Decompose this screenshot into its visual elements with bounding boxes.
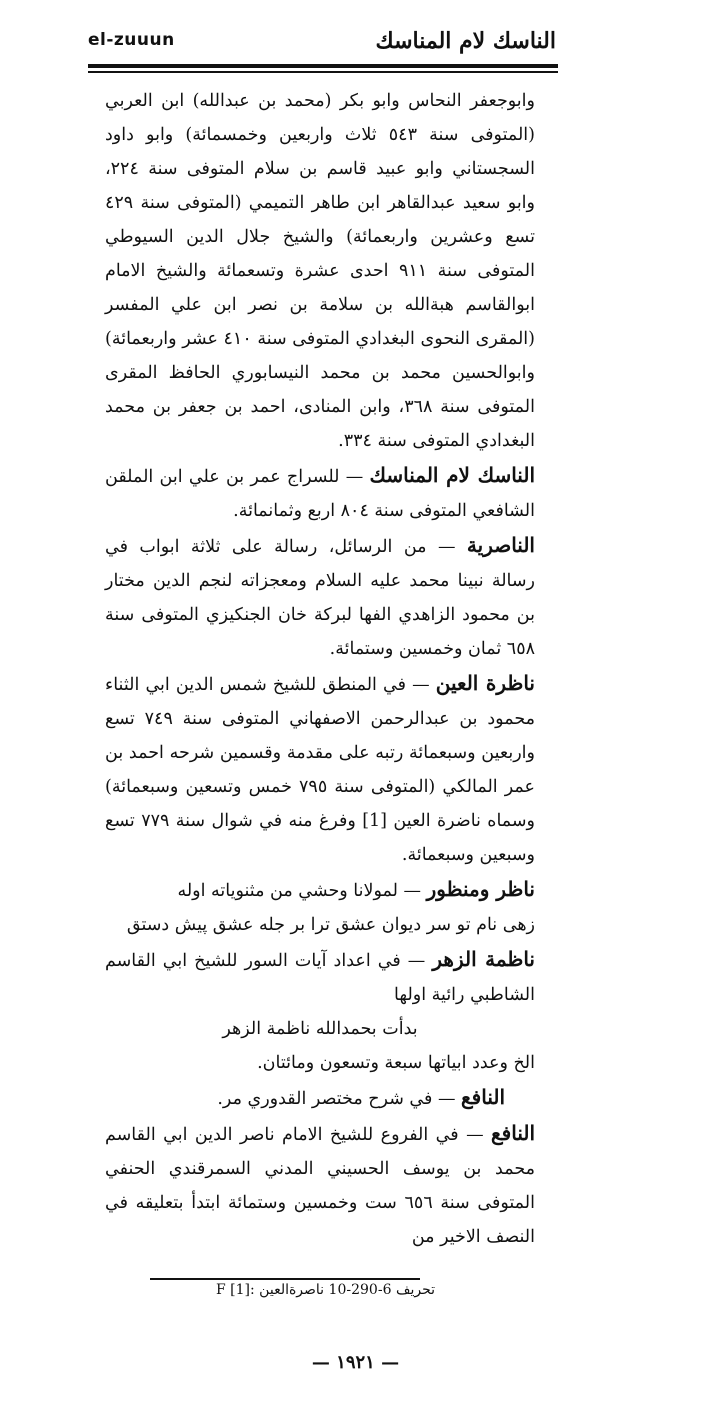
verse-incipit <box>105 1012 535 1046</box>
entry-al-nafi-1 <box>105 1080 535 1116</box>
entry-nazirat-al-ayn <box>105 666 535 872</box>
entry-heading: ناظرة العين <box>435 671 535 695</box>
entry-text: — في اعداد آيات السور للشيخ ابي القاسم الشاطبي رائية اولها <box>105 951 535 1005</box>
entry-nazimat-al-zahr <box>105 942 535 1012</box>
entry-heading: الناسك لام المناسك <box>369 463 535 487</box>
paragraph-text: وابوجعفر النحاس وابو بكر (محمد بن عبدالله) ابن العربي (المتوفى سنة ٥٤٣ ثلاث واربعين وخمسمائة) وابو داود السجستاني وابو عبيد قاسم بن سلام المتوفى سنة ٢٢٤، وابو سعيد عبدالقاهر ابن طاهر التميمي (المتوفى سنة ٤٢٩ تسع وعشرين واربعمائة) والشيخ جلال الدين السيوطي المتوفى سنة ٩١١ احدى عشرة وتسعمائة والشيخ الامام ابوالقاسم هبةالله بن سلامة بن نصر ابن علي المفسر (المقرى النحوى البغدادي المتوفى سنة ٤١٠ عشر واربعمائة) وابوالحسين محمد بن محمد النيسابوري الحافظ المقرى المتوفى سنة ٣٦٨، وابن المنادى، احمد بن جعفر بن محمد البغدادي المتوفى سنة ٣٣٤. <box>105 91 535 451</box>
header-rule-thin <box>88 71 558 73</box>
verse-text: بدأت بحمدالله ناظمة الزهر <box>222 1019 418 1039</box>
entry-text: — في الفروع للشيخ الامام ناصر الدين ابي القاسم محمد بن يوسف الحسيني المدني السمرقندي الحنفي المتوفى سنة ٦٥٦ ست وخمسين وستمائة ابتدأ بتعليقه في النصف الاخير من <box>105 1125 535 1247</box>
entry-text: — في المنطق للشيخ شمس الدين ابي الثناء محمود بن عبدالرحمن الاصفهاني المتوفى سنة ٧٤٩ تسع واربعين وسبعمائة رتبه على مقدمة وقسمين شرحه احمد بن عمر المالكي (المتوفى سنة ٧٩٥ خمس وتسعين وسبعمائة) وسماه ناضرة العين [1] وفرغ منه في شوال سنة ٧٧٩ تسع وسبعين وسبعمائة. <box>105 675 536 865</box>
entry-al-nafi-2 <box>105 1116 535 1254</box>
entry-nazir-wa-manzur <box>105 872 535 908</box>
footnote: تحريف 6-290-10 ناصرةالعين :F [1] <box>216 1282 435 1298</box>
entry-text: — لمولانا وحشي من مثنوياته اوله <box>177 881 427 901</box>
entry-text: — في شرح مختصر القدوري مر. <box>217 1089 462 1109</box>
verse-text: زهى نام تو سر ديوان عشق ترا بر جله عشق پيش دستق <box>126 915 535 935</box>
entry-al-nasik <box>105 458 535 528</box>
paragraph-text: الخ وعدد ابياتها سبعة وتسعون ومائتان. <box>257 1053 535 1073</box>
entry-heading: ناظمة الزهر <box>432 947 535 971</box>
entry-heading: النافع <box>461 1085 505 1109</box>
entry-heading: ناظر ومنظور <box>426 877 535 901</box>
header-rule-thick <box>88 64 558 68</box>
entry-al-nasiriyya <box>105 528 535 666</box>
verse-line <box>105 908 535 942</box>
running-head-left: el-zuuun <box>88 30 175 50</box>
entry-heading: الناصرية <box>466 533 535 557</box>
verse-count-line <box>105 1046 535 1080</box>
entry-text: — للسراج عمر بن علي ابن الملقن الشافعي المتوفى سنة ٨٠٤ اربع وثمانمائة. <box>105 467 535 521</box>
entry-text: — من الرسائل، رسالة على ثلاثة ابواب في رسالة نبينا محمد عليه السلام ومعجزاته لنجم الدين مختار بن محمود الزاهدي الفها لبركة خان الجنكيزي المتوفى سنة ٦٥٨ ثمان وخمسين وستمائة. <box>105 537 535 659</box>
running-head-title: الناسك لام المناسك <box>375 28 556 54</box>
entry-heading: النافع <box>491 1121 535 1145</box>
body-text <box>105 84 535 1254</box>
paragraph-continuation <box>105 84 535 458</box>
page-number: — ١٩٢١ — <box>311 1352 400 1373</box>
